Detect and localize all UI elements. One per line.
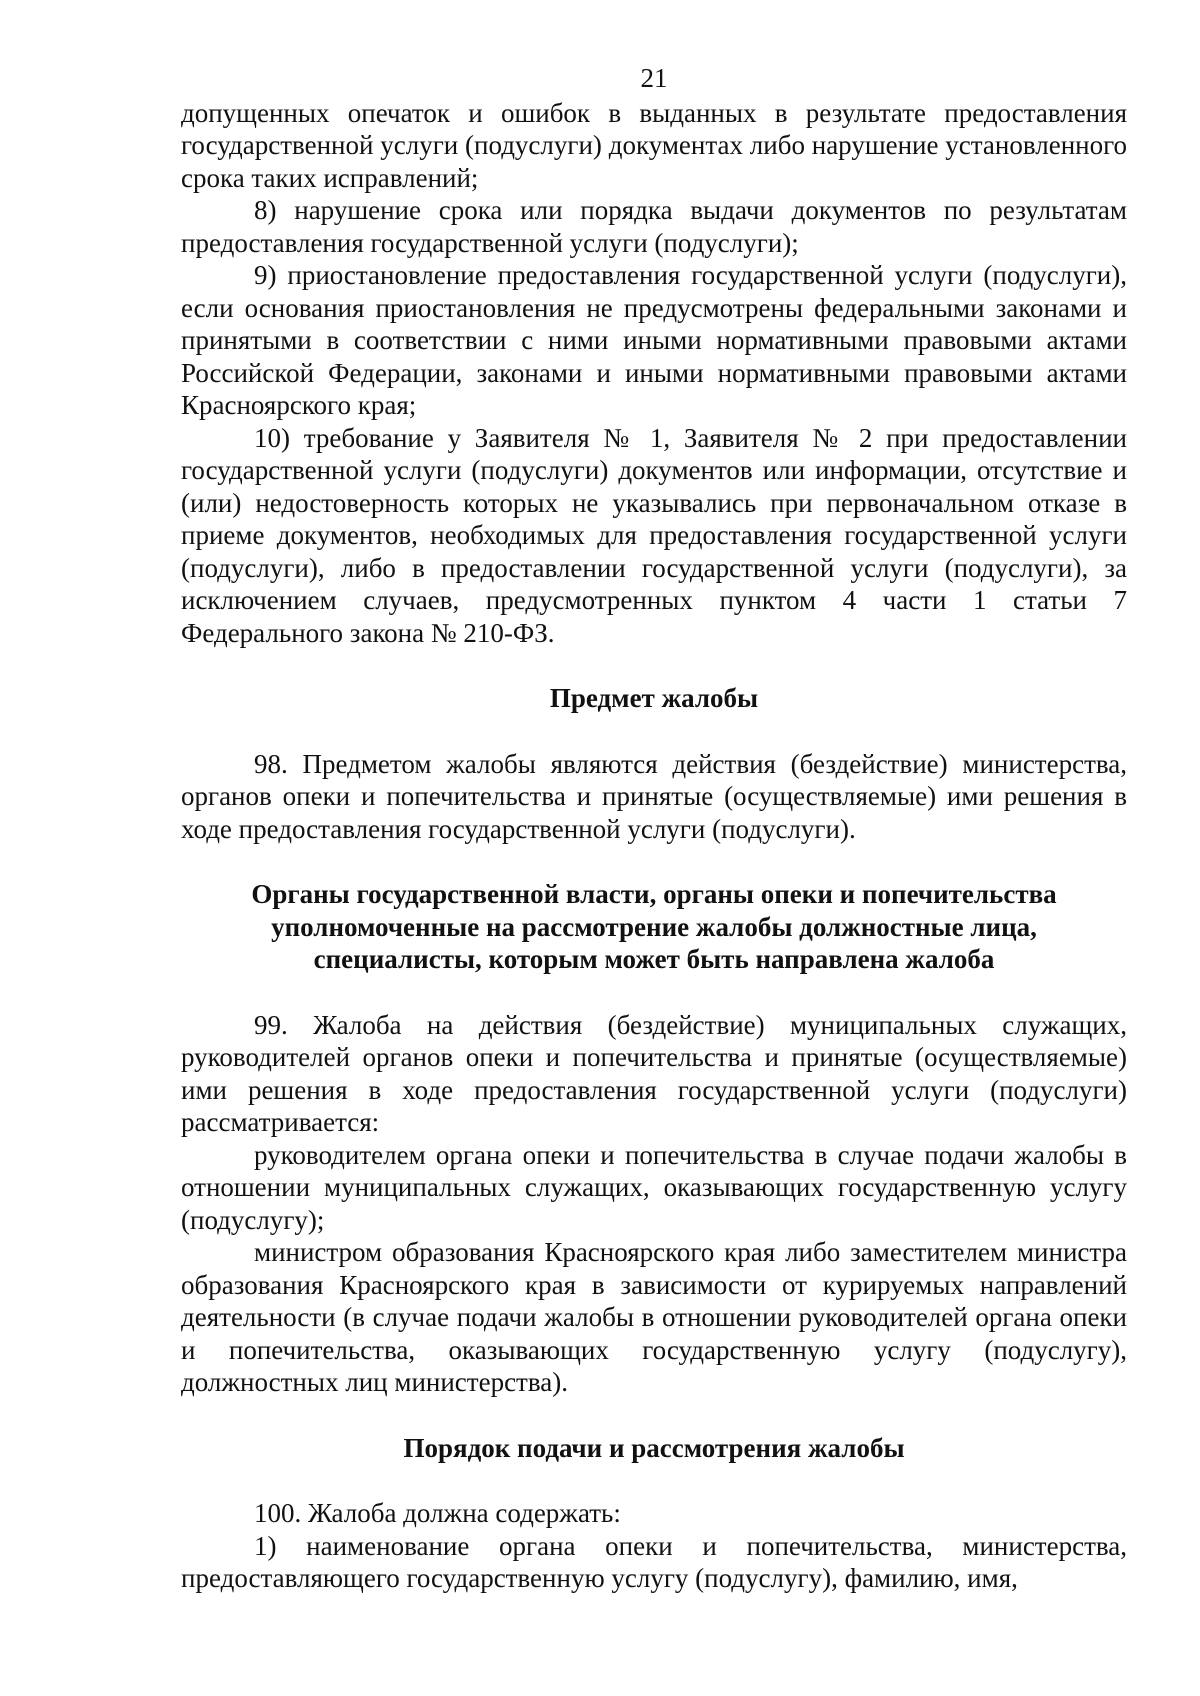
paragraph: 10) требование у Заявителя № 1, Заявителя № 2 при предоставлении государственной услуги (подуслуги) документов или информации, отсутствие и (или) недостоверность которых не указывались при первоначальном отказе в приеме документов, необходимых для предоставления государственной услуги (подуслуги), либо в предоставлении государственной услуги (подуслуги), за исключением случаев, предусмотренных пунктом 4 части 1 статьи 7 Федерального закона № 210-ФЗ. <box>181 422 1127 648</box>
paragraph: 98. Предметом жалобы являются действия (бездействие) министерства, органов опеки и попечительства и принятые (осуществляемые) ими решения в ходе предоставления государственной услуги (подуслуги). <box>181 748 1127 844</box>
section-heading-line: специалисты, которым может быть направлена жалоба <box>313 944 995 974</box>
page-number: 21 <box>640 63 668 93</box>
document-body <box>181 97 1127 1595</box>
section-heading-line: Предмет жалобы <box>549 683 759 713</box>
paragraph: руководителем органа опеки и попечительства в случае подачи жалобы в отношении муниципальных служащих, оказывающих государственную услугу (подуслугу); <box>181 1139 1127 1235</box>
paragraph: министром образования Красноярского края либо заместителем министра образования Красноярского края в зависимости от курируемых направлений деятельности (в случае подачи жалобы в отношении руководителей органа опеки и попечительства, оказывающих государственную услугу (подуслугу), должностных лиц министерства). <box>181 1237 1127 1397</box>
paragraph: 1) наименование органа опеки и попечительства, министерства, предоставляющего государственную услугу (подуслугу), фамилию, имя, <box>181 1530 1127 1593</box>
section-heading-line: уполномоченные на рассмотрение жалобы должностные лица, <box>271 911 1037 942</box>
section-heading-line: Органы государственной власти, органы опеки и попечительства <box>251 879 1057 909</box>
paragraph: 99. Жалоба на действия (бездействие) муниципальных служащих, руководителей органов опеки и попечительства и принятые (осуществляемые) ими решения в ходе предоставления государственной услуги (подуслуги) рассматривается: <box>181 1009 1127 1137</box>
section-heading <box>181 878 1127 976</box>
paragraph: 9) приостановление предоставления государственной услуги (подуслуги), если основания приостановления не предусмотрены федеральными законами и принятыми в соответствии с ними иными нормативными правовыми актами Российской Федерации, законами и иными нормативными правовыми актами Красноярского края; <box>181 260 1127 420</box>
paragraph: 100. Жалоба должна содержать: <box>254 1498 621 1528</box>
section-heading <box>181 1432 1127 1465</box>
section-heading-line: Порядок подачи и рассмотрения жалобы <box>403 1432 905 1463</box>
document-page <box>181 62 1127 1595</box>
paragraph: допущенных опечаток и ошибок в выданных в результате предоставления государственной услуги (подуслуги) документах либо нарушение установленного срока таких исправлений; <box>181 97 1127 193</box>
section-heading <box>181 682 1127 715</box>
paragraph: 8) нарушение срока или порядка выдачи документов по результатам предоставления государственной услуги (подуслуги); <box>181 195 1127 258</box>
